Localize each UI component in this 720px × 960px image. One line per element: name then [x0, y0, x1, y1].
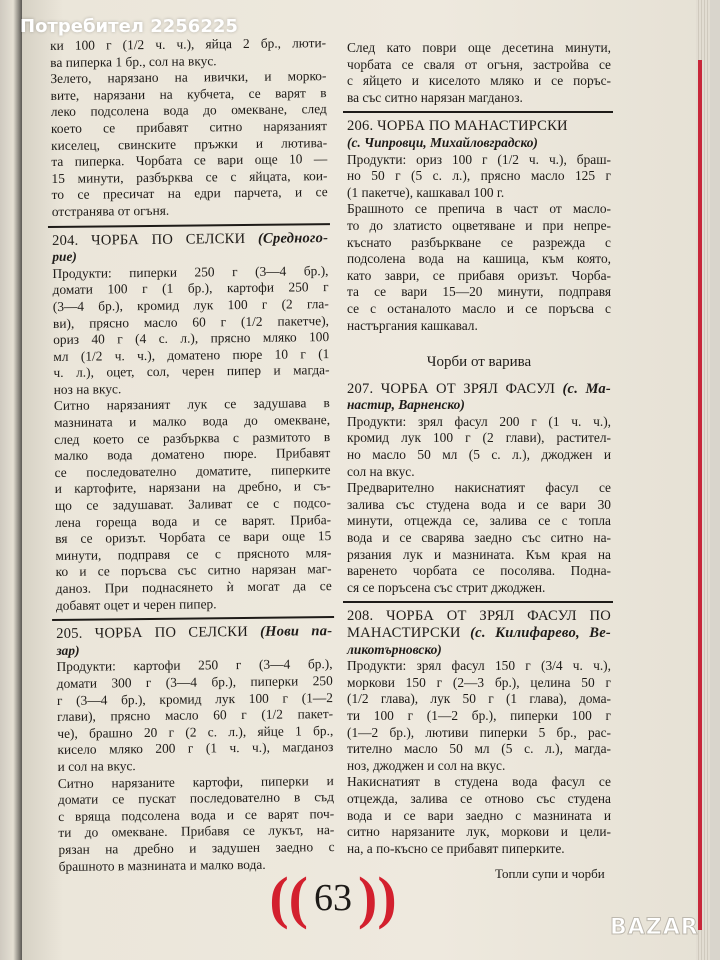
text-line: ч. л.), оцет, сол, черен пипер и магда- — [53, 362, 330, 381]
text-line: Брашното се препича в част от масло- — [347, 201, 611, 217]
recipe-title: 207. ЧОРБА ОТ ЗРЯЛ ФАСУЛ (с. Ма- — [347, 380, 611, 397]
continued-instructions — [50, 68, 328, 220]
text-line: добавят оцет и черен пипер. — [55, 595, 217, 613]
section-title: Чорби от варива — [426, 354, 532, 371]
text-line: то се пресичат на едри парчета, и се — [51, 184, 328, 203]
recipe-206 — [347, 118, 611, 334]
recipe-204 — [52, 230, 332, 615]
text-line: кромид лук 100 г (2 глави), растител- — [347, 430, 611, 446]
text-line: (3—4 бр.), кромид лук 100 г (2 гла- — [52, 296, 329, 314]
red-cover-edge — [698, 60, 702, 930]
instructions — [347, 774, 611, 857]
text-line: моркови 150 г (2—3 бр.), целина 50 г — [347, 674, 611, 690]
text-line: се с останалото масло и се поръсва с — [347, 300, 611, 316]
recipe-208 — [347, 608, 611, 857]
text-line: Накиснатият в студена вода фасул се — [347, 774, 611, 790]
recipe-title-cont: МАНАСТИРСКИ (с. Килифарево, Ве- — [347, 625, 611, 641]
text-line: даноз. При поднасянето ѝ могат да се — [55, 578, 332, 596]
instructions — [347, 201, 611, 334]
instructions — [347, 480, 611, 596]
page-number-text: 63 — [314, 877, 352, 919]
text-line: Продукти: зрял фасул 200 г (1 ч. ч.), — [347, 413, 611, 429]
text-line: но 50 г (5 с. л.), прясно масло 125 г — [347, 168, 611, 184]
text-line: След като поври още десетина минути, — [347, 40, 611, 55]
text-line: кисело мляко 200 г (1 ч. ч.), магданоз — [57, 739, 334, 758]
text-line: залива със студена вода и се вари 30 — [347, 496, 611, 512]
text-line: къснато разбъркване се разрежда с — [347, 234, 611, 250]
divider — [52, 616, 334, 621]
right-paren-ornament: )) — [358, 865, 397, 930]
text-line: се последователно доматите, пиперките — [54, 461, 331, 480]
text-line: рязания лук и мазнината. Към края на — [347, 546, 611, 562]
recipe-207 — [347, 381, 611, 597]
text-line: вода и се сварява заедно със ситно на- — [347, 530, 611, 546]
text-line: Продукти: пиперки 250 г (3—4 бр.), — [52, 262, 329, 281]
text-line: ва пиперка 1 бр., сол на вкус. — [50, 52, 217, 70]
recipe-title: 205. ЧОРБА ПО СЕЛСКИ (Нови па- — [56, 623, 333, 643]
recipe-origin: зар) — [56, 642, 80, 658]
text-line: Ситно нарязаният лук се задушава в — [53, 395, 330, 414]
text-line: 15 минути, разбърква се с яйцата, кои- — [51, 167, 328, 186]
text-line: вода и се вари заедно с мазнината и — [347, 807, 611, 823]
text-line: ти 100 г (1—2 бр.), пиперки 100 г — [347, 707, 611, 723]
text-line: малко вода доматено пюре. Прибавят — [54, 445, 331, 464]
right-column — [347, 40, 611, 857]
text-line: рязан на дребно и задушен заедно с — [58, 838, 335, 857]
recipe-origin: ликотърновско) — [347, 641, 442, 657]
left-column — [50, 35, 335, 875]
text-line: минути, отцежда се, залива се с топла — [347, 513, 611, 529]
text-line: което се прибавят ситно нарязаният — [50, 118, 328, 136]
text-line: Зелето, нарязано на ивички, и морко- — [50, 68, 327, 87]
text-line: та пиперка. Чорбата се вари още 10 — — [51, 151, 328, 170]
text-line: отцежда, залива се отново със студена — [347, 790, 611, 806]
text-line: глави), прясно масло 60 г (1/2 пакет- — [57, 706, 334, 725]
divider — [343, 601, 613, 603]
ingredients — [52, 263, 329, 399]
text-line: мл (1/2 ч. ч.), доматено пюре 10 г (1 — [53, 345, 330, 364]
text-line: ко и се поръсва със ситно нарязан маг- — [55, 561, 332, 580]
text-line: лена гореща вода и се варят. Приба- — [54, 511, 332, 530]
text-line: та се вари 15—20 минути, подправя — [347, 284, 611, 300]
ingredients — [347, 414, 611, 480]
recipe-origin: настир, Варненско) — [347, 397, 465, 413]
ingredients — [57, 656, 334, 775]
text-line: брашното в мазнината и малко вода. — [58, 856, 266, 874]
instructions — [54, 396, 332, 615]
divider — [343, 111, 613, 113]
text-line: (1/2 глава), лук 50 г (1 глава), дома- — [347, 691, 611, 707]
text-line: Продукти: зрял фасул 150 г (3/4 ч. ч.), — [347, 658, 611, 674]
text-line: ситно нарязаните лук, моркови и цели- — [347, 824, 611, 840]
text-line: чорбата се сваля от огъня, застройва се — [347, 56, 611, 72]
recipe-205 — [56, 623, 335, 875]
text-line: че), брашно 20 г (2 с. л.), яйце 1 бр., — [57, 722, 334, 741]
text-line: Предварително накиснатият фасул се — [347, 480, 611, 496]
continued-instructions — [347, 40, 611, 106]
text-line: г (3—4 бр.), кромид лук 100 г (1—2 — [56, 689, 333, 708]
text-line: но масло 50 мл (5 с. л.), джоджен и — [347, 447, 611, 463]
previous-page-edge — [0, 0, 22, 960]
text-line: с яйцето и киселото мляко и се поръс- — [347, 73, 611, 89]
ingredients — [347, 658, 611, 774]
recipe-title: 204. ЧОРБА ПО СЕЛСКИ (Средного- — [52, 229, 329, 249]
continued-ingredients — [50, 35, 326, 71]
page-number — [268, 865, 398, 930]
text-line: що се задушават. Заливат се с подсо- — [54, 495, 331, 514]
text-line: ви), прясно масло 60 г (1/2 пакетче), — [52, 312, 330, 331]
text-line: ноз, джоджен и сол на вкус. — [347, 757, 506, 773]
text-line: тително масло 50 мл (5 с. л.), магда- — [347, 741, 611, 757]
text-line: ва със ситно нарязан магданоз. — [347, 89, 523, 105]
text-line: (1 пакетче), кашкавал 100 г. — [347, 184, 505, 200]
text-line: като заври, се прибавя оризът. Чорба- — [347, 267, 611, 283]
text-line: леко подсолена вода до омекване, след — [50, 101, 327, 120]
text-line: сол на вкус. — [347, 463, 415, 479]
recipe-origin: рие) — [52, 248, 77, 265]
bazar-logo: BAZAR — [610, 915, 699, 940]
text-line: минути, подправя се с прясното мля- — [55, 544, 332, 563]
instructions — [58, 773, 335, 875]
text-line: с вряща подсолена вода и се варят поч- — [58, 805, 335, 824]
text-line: ся се поръсена със стрит джоджен. — [347, 579, 546, 595]
text-line: и картофите, нарязани на дребно, и съ- — [54, 478, 331, 497]
text-line: вите, нарязани на кубчета, се варят в — [50, 84, 327, 103]
text-line: киселец, свинските пръжки и лютива- — [51, 134, 328, 153]
running-title: Топли супи и чорби — [495, 866, 605, 881]
recipe-origin: (с. Чипровци, Михайловградско) — [347, 134, 538, 150]
text-line: домати 300 г (3—4 бр.), пиперки 250 — [56, 673, 333, 691]
text-line: мазнината и малко вода до омекване, — [53, 412, 331, 431]
text-line: на, а по-късно се прибавят пиперките. — [347, 840, 565, 856]
text-line: (1—2 бр.), лютиви пиперки 5 бр., рас- — [347, 724, 611, 740]
text-line: след което се разбърква с размитото в — [54, 428, 331, 447]
text-line: ки 100 г (1/2 ч. ч.), яйца 2 бр., люти- — [50, 35, 327, 53]
text-line: настъргания кашкавал. — [347, 317, 478, 333]
text-line: ноз на вкус. — [53, 381, 122, 397]
divider — [48, 223, 330, 228]
recipe-title: 208. ЧОРБА ОТ ЗРЯЛ ФАСУЛ ПО — [347, 608, 611, 625]
text-line: то до златисто оцветяване и при непре- — [347, 217, 611, 233]
text-line: ориз 40 г (4 с. л.), прясно мляко 100 — [53, 329, 330, 348]
text-line: домати 100 г (1 бр.), картофи 250 г — [52, 279, 329, 298]
text-line: Продукти: ориз 100 г (1/2 ч. ч.), браш- — [347, 151, 611, 167]
text-line: отстранява от огъня. — [51, 202, 170, 219]
text-line: варенето чорбата се посолява. Подна- — [347, 563, 611, 579]
text-line: подсолена вода на кашица, към която, — [347, 251, 611, 267]
left-paren-ornament: (( — [269, 865, 308, 930]
text-line: Продукти: картофи 250 г (3—4 бр.), — [56, 656, 333, 675]
ingredients — [347, 152, 611, 202]
recipe-title: 206. ЧОРБА ПО МАНАСТИРСКИ — [347, 118, 568, 135]
text-line: Ситно нарязаните картофи, пиперки и — [57, 772, 334, 791]
text-line: домати се пускат последователно в съд — [57, 789, 335, 808]
text-line: и сол на вкус. — [57, 758, 136, 774]
user-watermark: Потребител 2256225 — [20, 16, 238, 37]
text-line: вя се оризът. Чорбата се вари още 15 — [55, 528, 332, 547]
text-line: ти до омекване. Прибавя се лукът, на- — [58, 822, 335, 841]
